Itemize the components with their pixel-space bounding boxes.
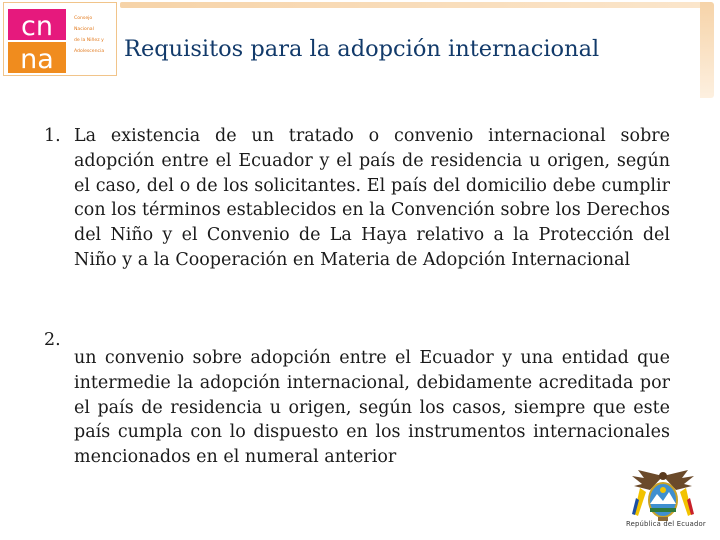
cnna-logo [3,2,117,76]
logo-letters-bottom: na [20,44,54,73]
top-frame-bar [120,2,712,8]
logo-caption-line: Consejo [74,16,93,21]
list-item-text: un convenio sobre adopción entre el Ecuador y una entidad que intermedie la adopción internacional, debidamente acreditada por el país de residencia u origen, según los casos, siempre que este país cumpla con lo dispuesto en los instrumentos internacionales mencionados en el numeral anterior [74,348,670,468]
list-item-number: 1. [44,126,61,146]
right-frame-bar [700,2,714,98]
logo-letters-top: cn [21,11,53,42]
logo-caption [74,13,118,57]
logo-caption-line: Nacional [74,27,94,32]
cnna-logo-mark [8,9,66,73]
slide-title: Requisitos para la adopción internacional [124,36,600,62]
logo-caption-line: de la Niñez y [74,38,104,43]
crest-caption: República del Ecuador [626,520,706,528]
list-item-text: La existencia de un tratado o convenio internacional sobre adopción entre el Ecuador y el país de residencia u origen, según el caso, del o de los solicitantes. El país del domicilio debe cumplir con los términos establecidos en la Convención sobre los Derechos del Niño y el Convenio de La Haya relativo a la Protección del Niño y a la Cooperación en Materia de Adopción Internacional [74,126,670,270]
logo-caption-line: Adolescencia [74,49,105,54]
list-item-number: 2. [44,330,61,350]
